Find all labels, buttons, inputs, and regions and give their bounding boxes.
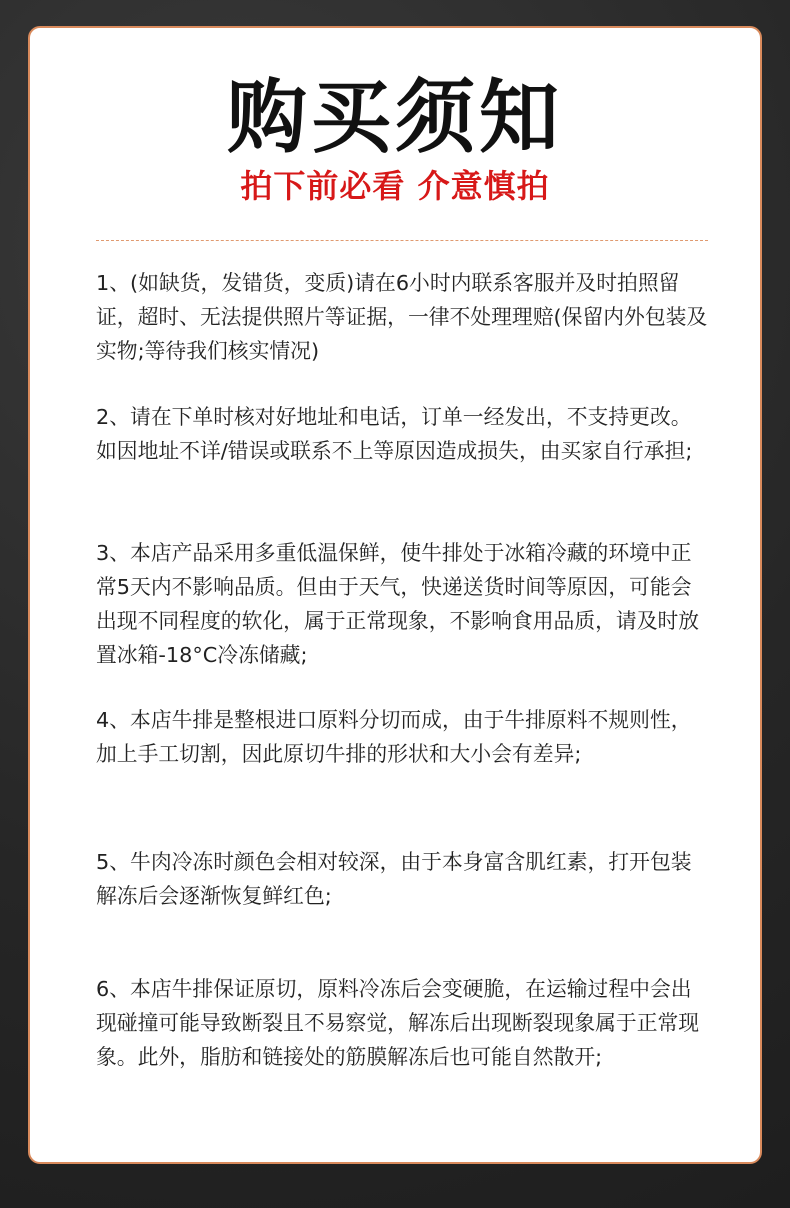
page-subtitle: 拍下前必看 介意慎拍 [240, 167, 550, 205]
page-title: 购买须知 [227, 71, 563, 164]
notice-item-5: 5、牛肉冷冻时颜色会相对较深，由于本身富含肌红素，打开包装解冻后会逐渐恢复鲜红色; [96, 850, 692, 908]
notice-item-1: 1、(如缺货，发错货，变质)请在6小时内联系客服并及时拍照留证，超时、无法提供照片等证据，一律不处理理赔(保留内外包装及实物;等待我们核实情况) [96, 271, 708, 363]
dashed-divider [96, 240, 708, 241]
notice-item-4: 4、本店牛排是整根进口原料分切而成，由于牛排原料不规则性，加上手工切割，因此原切牛排的形状和大小会有差异; [96, 708, 692, 766]
notice-item-2: 2、请在下单时核对好地址和电话，订单一经发出，不支持更改。如因地址不详/错误或联系不上等原因造成损失，由买家自行承担; [96, 405, 693, 463]
notice-item-6: 6、本店牛排保证原切，原料冷冻后会变硬脆，在运输过程中会出现碰撞可能导致断裂且不易察觉，解冻后出现断裂现象属于正常现象。此外，脂肪和链接处的筋膜解冻后也可能自然散开; [96, 977, 700, 1069]
notice-card [28, 26, 762, 1164]
notice-item-3: 3、本店产品采用多重低温保鲜，使牛排处于冰箱冷藏的环境中正常5天内不影响品质。但由于天气，快递送货时间等原因，可能会出现不同程度的软化，属于正常现象，不影响食用品质，请及时放置冰箱-18°C冷冻储藏; [96, 541, 700, 667]
